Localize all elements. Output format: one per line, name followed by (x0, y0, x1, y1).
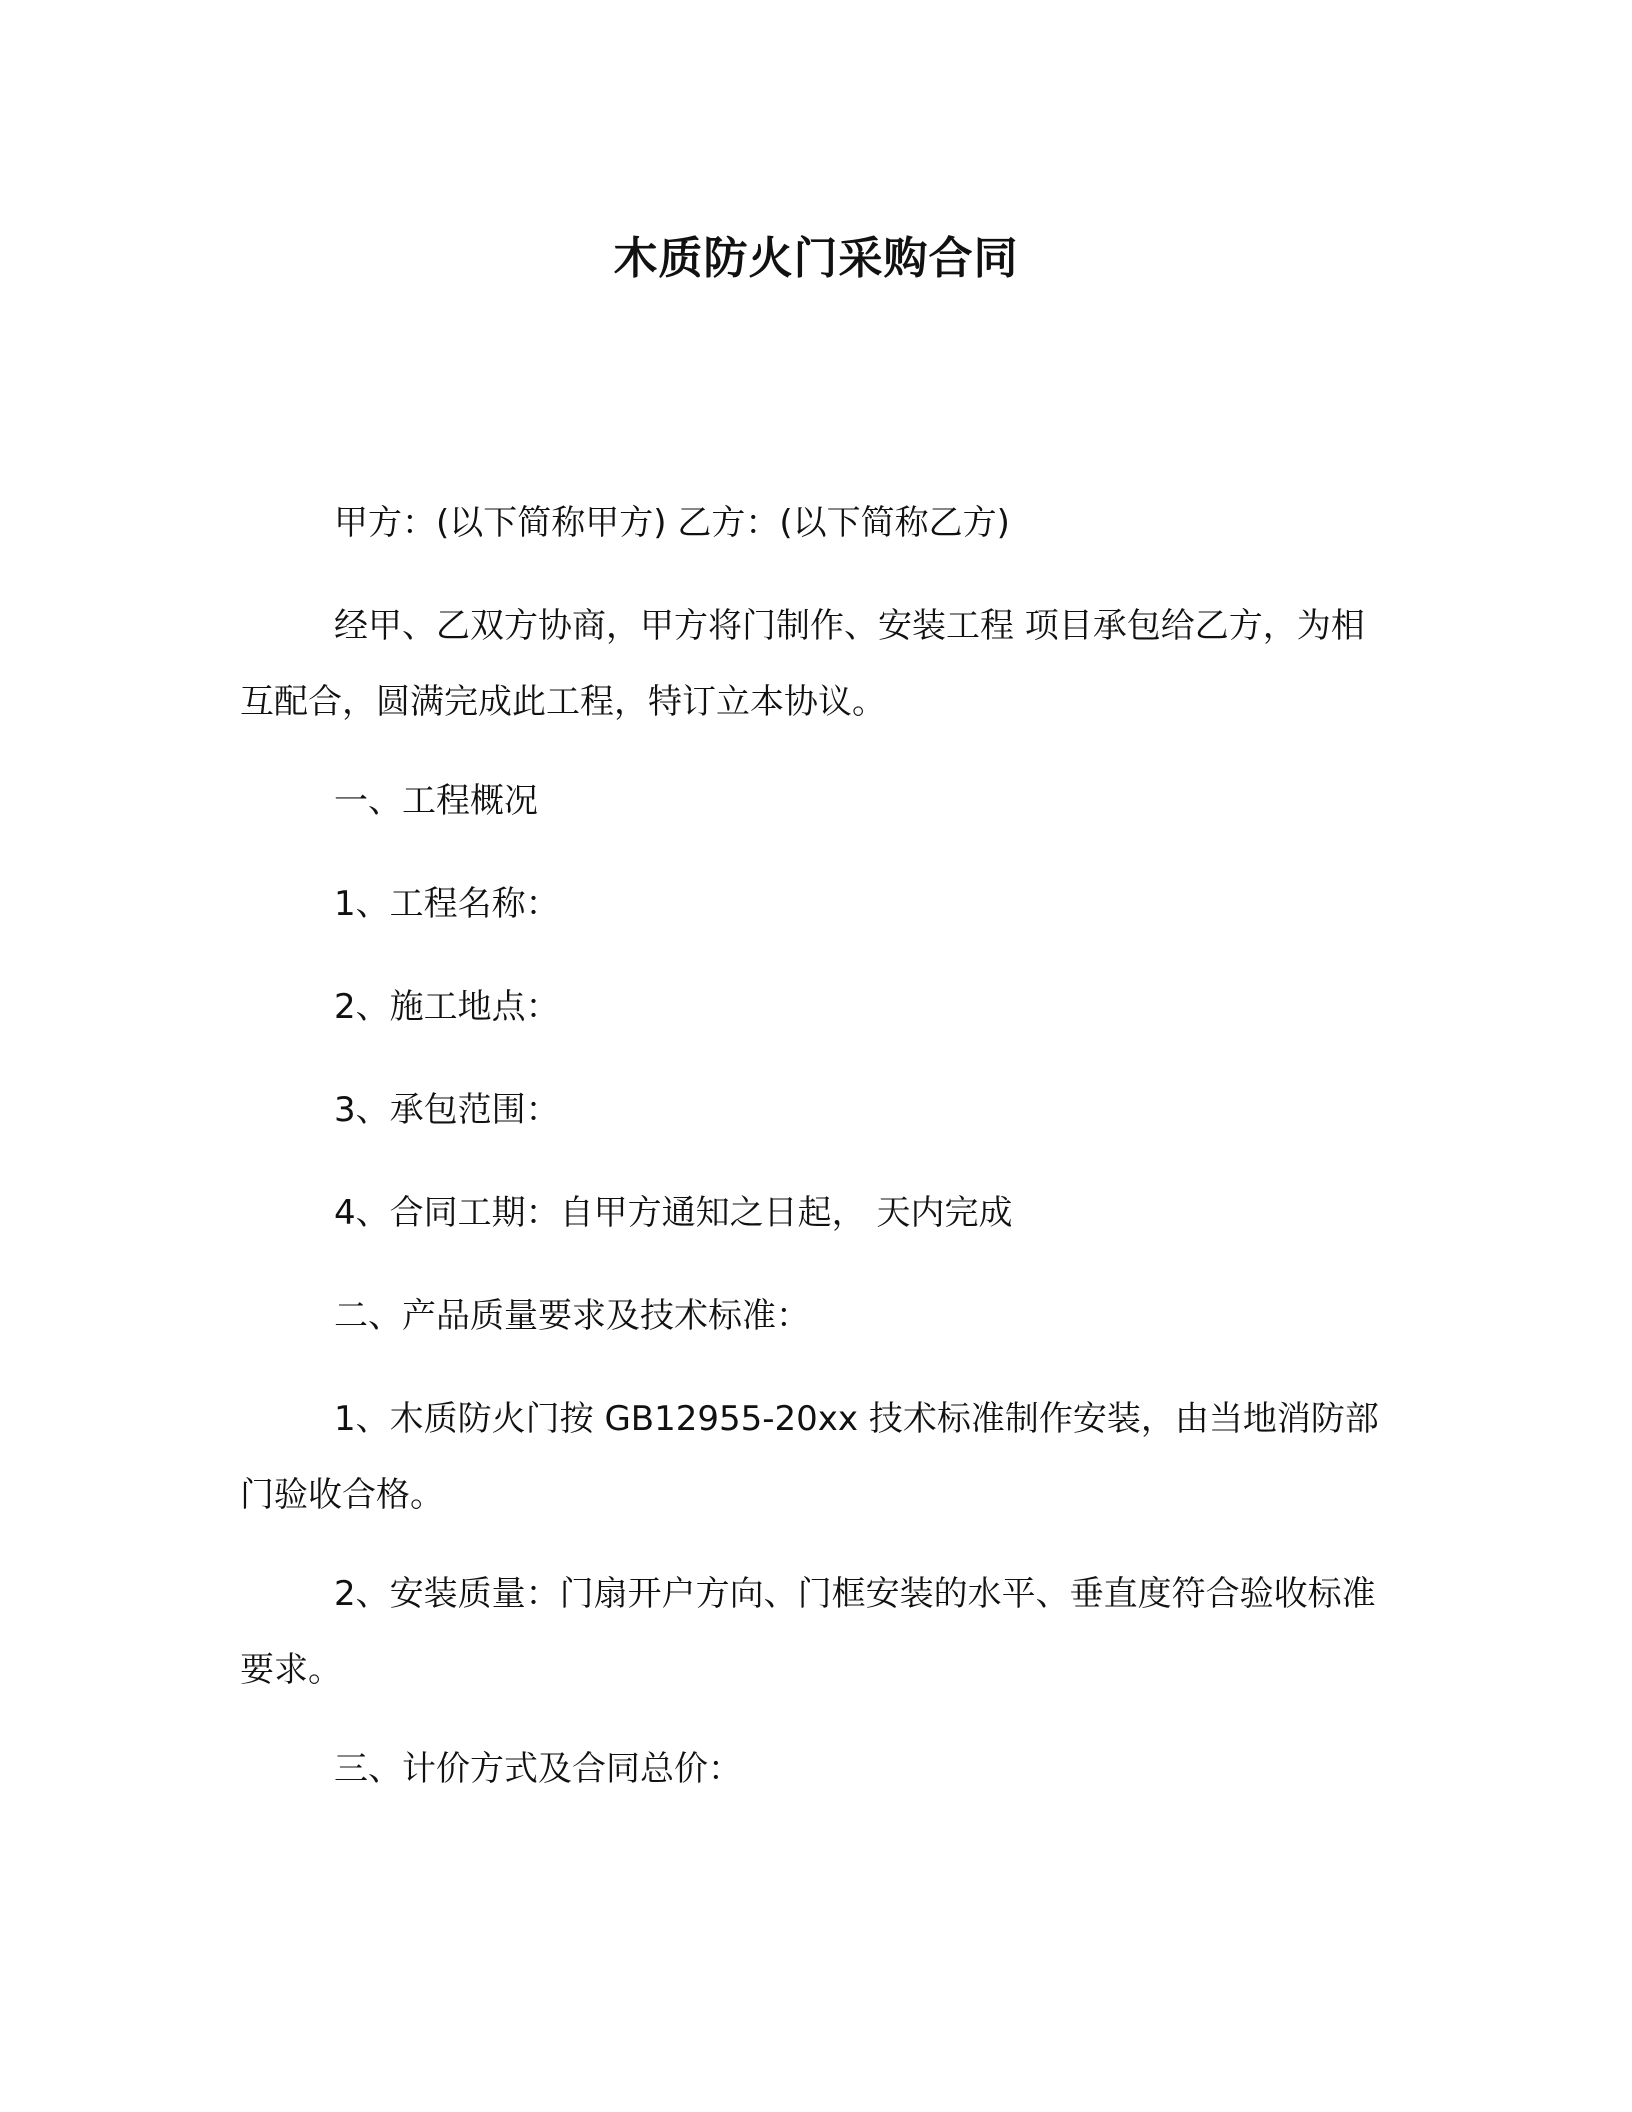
construction-site-line: 2、施工地点： (334, 987, 560, 1027)
section-heading-pricing: 三、计价方式及合同总价： (334, 1749, 742, 1789)
quality-standard-item: 1、木质防火门按 GB12955-20xx 技术标准制作安装，由当地消防部门验收合格。 (240, 1399, 1379, 1515)
contract-period-line: 4、合同工期：自甲方通知之日起， 天内完成 (334, 1193, 1013, 1233)
section-heading-quality: 二、产品质量要求及技术标准： (334, 1296, 810, 1336)
section-heading-overview: 一、工程概况 (334, 781, 538, 821)
contract-scope-line: 3、承包范围： (334, 1090, 560, 1130)
agreement-intro: 经甲、乙双方协商，甲方将门制作、安装工程 项目承包给乙方，为相互配合，圆满完成此工程，特订立本协议。 (240, 606, 1365, 722)
parties-line: 甲方：(以下简称甲方) 乙方：(以下简称乙方) (334, 503, 1010, 543)
document-title: 木质防火门采购合同 (613, 233, 1019, 284)
project-name-line: 1、工程名称： (334, 884, 560, 924)
installation-quality-item: 2、安装质量：门扇开户方向、门框安装的水平、垂直度符合验收标准要求。 (240, 1574, 1376, 1690)
